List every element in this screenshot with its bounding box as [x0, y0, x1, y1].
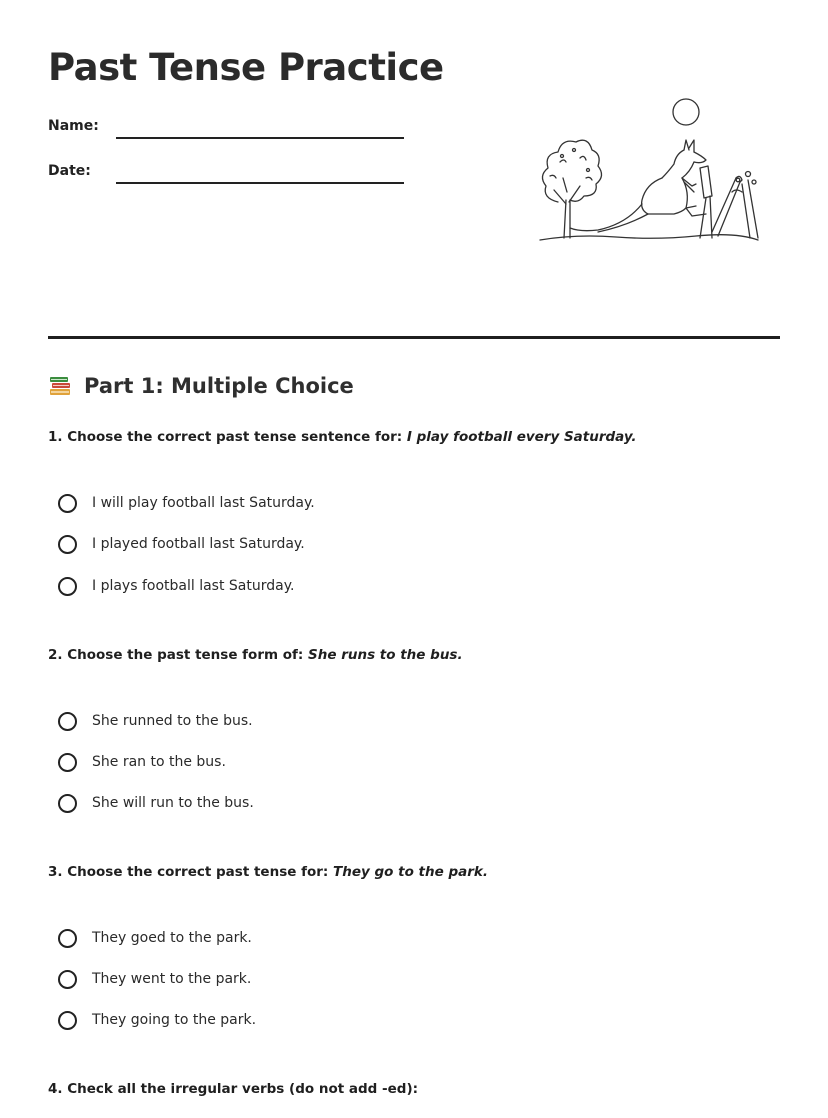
radio-button[interactable]: [58, 577, 77, 596]
question-4: [48, 1081, 418, 1097]
tree-icon: [542, 140, 601, 238]
radio-button[interactable]: [58, 753, 77, 772]
part1-heading-text: Part 1: Multiple Choice: [84, 374, 354, 398]
worksheet-page: [48, 0, 780, 1118]
question-3-prompt: 3. Choose the correct past tense for:: [48, 864, 329, 880]
date-label: Date:: [48, 163, 91, 179]
name-label: Name:: [48, 118, 99, 134]
radio-button[interactable]: [58, 494, 77, 513]
books-icon: [48, 374, 74, 398]
question-1-option-1[interactable]: [58, 490, 315, 516]
radio-button[interactable]: [58, 794, 77, 813]
date-field[interactable]: [116, 182, 404, 184]
cricket-icon: [700, 166, 758, 238]
question-2-option-3[interactable]: [58, 790, 254, 816]
radio-button[interactable]: [58, 970, 77, 989]
kangaroo-icon: [570, 140, 706, 232]
question-3-option-3[interactable]: [58, 1007, 256, 1033]
name-field[interactable]: [116, 137, 404, 139]
option-label: I will play football last Saturday.: [92, 495, 315, 511]
radio-button[interactable]: [58, 1011, 77, 1030]
page-title: Past Tense Practice: [48, 46, 444, 89]
kangaroo-illustration: [536, 92, 772, 248]
question-2-option-2[interactable]: [58, 749, 226, 775]
option-label: She runned to the bus.: [92, 713, 253, 729]
question-3-sentence: They go to the park.: [333, 864, 488, 880]
question-3: [48, 864, 488, 880]
option-label: She ran to the bus.: [92, 754, 226, 770]
question-4-prompt: 4. Check all the irregular verbs (do not add -ed):: [48, 1081, 419, 1097]
option-label: She will run to the bus.: [92, 795, 254, 811]
question-2-prompt: 2. Choose the past tense form of:: [48, 647, 304, 663]
question-2: [48, 647, 463, 663]
option-label: I plays football last Saturday.: [92, 578, 295, 594]
sun-icon: [673, 99, 699, 125]
ground-line: [540, 235, 758, 240]
question-3-option-1[interactable]: [58, 925, 252, 951]
question-1-prompt: 1. Choose the correct past tense sentence for:: [48, 429, 403, 445]
option-label: I played football last Saturday.: [92, 536, 305, 552]
question-2-sentence: She runs to the bus.: [308, 647, 463, 663]
option-label: They goed to the park.: [92, 930, 252, 946]
question-1: [48, 429, 637, 445]
question-1-option-2[interactable]: [58, 531, 305, 557]
question-1-sentence: I play football every Saturday.: [406, 429, 637, 445]
question-1-option-3[interactable]: [58, 573, 294, 599]
question-3-option-2[interactable]: [58, 966, 251, 992]
radio-button[interactable]: [58, 535, 77, 554]
option-label: They went to the park.: [92, 971, 252, 987]
option-label: They going to the park.: [92, 1012, 257, 1028]
radio-button[interactable]: [58, 712, 77, 731]
section-divider: [48, 336, 780, 339]
radio-button[interactable]: [58, 929, 77, 948]
part1-heading: [48, 374, 354, 398]
question-2-option-1[interactable]: [58, 708, 253, 734]
